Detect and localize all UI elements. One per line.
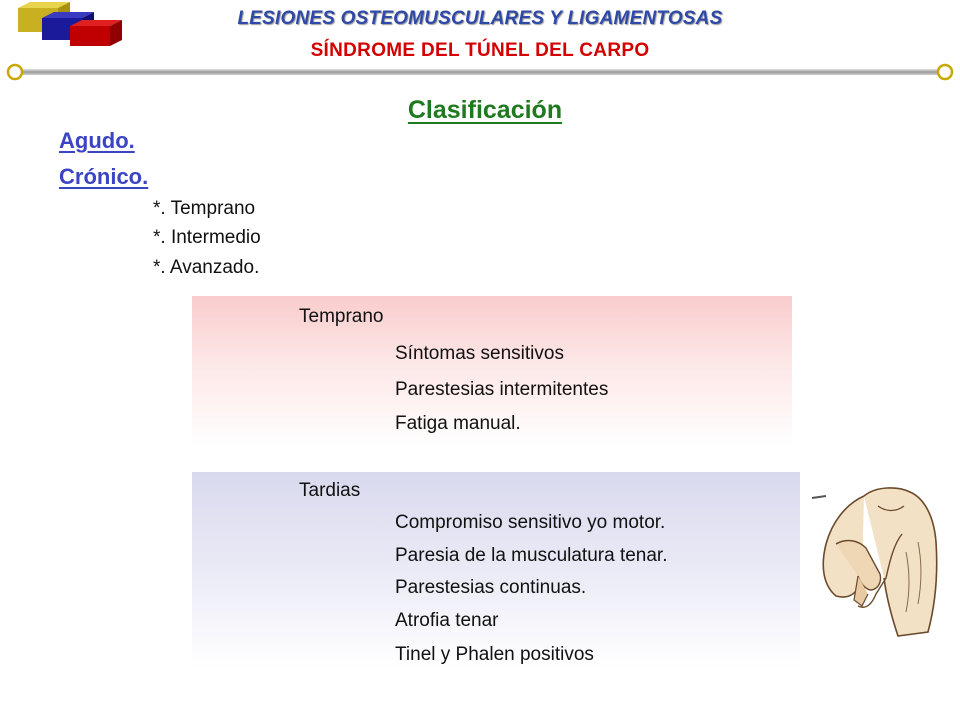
late-item: Tinel y Phalen positivos: [395, 644, 594, 665]
early-item: Síntomas sensitivos: [395, 343, 564, 364]
late-item: Paresia de la musculatura tenar.: [395, 545, 668, 566]
late-symptoms-box: [192, 472, 800, 668]
presentation-subtitle: SÍNDROME DEL TÚNEL DEL CARPO: [310, 40, 650, 61]
category-chronic: Crónico.: [59, 164, 149, 189]
late-item: Parestesias continuas.: [395, 577, 587, 598]
category-acute: Agudo.: [59, 128, 135, 153]
late-item: Compromiso sensitivo yo motor.: [395, 512, 666, 533]
early-item: Parestesias intermitentes: [395, 379, 609, 400]
section-heading: Clasificación: [407, 96, 563, 124]
early-item: Fatiga manual.: [395, 413, 521, 434]
chronic-stage-intermediate: *. Intermedio: [153, 227, 261, 248]
header-divider: [0, 60, 960, 84]
chronic-stage-early: *. Temprano: [153, 198, 256, 219]
phalen-test-figure: [806, 482, 946, 642]
chronic-stage-advanced: *. Avanzado.: [153, 257, 260, 278]
presentation-title: LESIONES OSTEOMUSCULARES Y LIGAMENTOSAS: [237, 8, 723, 29]
late-box-heading: Tardias: [299, 480, 361, 501]
early-symptoms-box: [192, 296, 792, 446]
late-item: Atrofia tenar: [395, 610, 499, 631]
early-box-heading: Temprano: [299, 306, 384, 327]
